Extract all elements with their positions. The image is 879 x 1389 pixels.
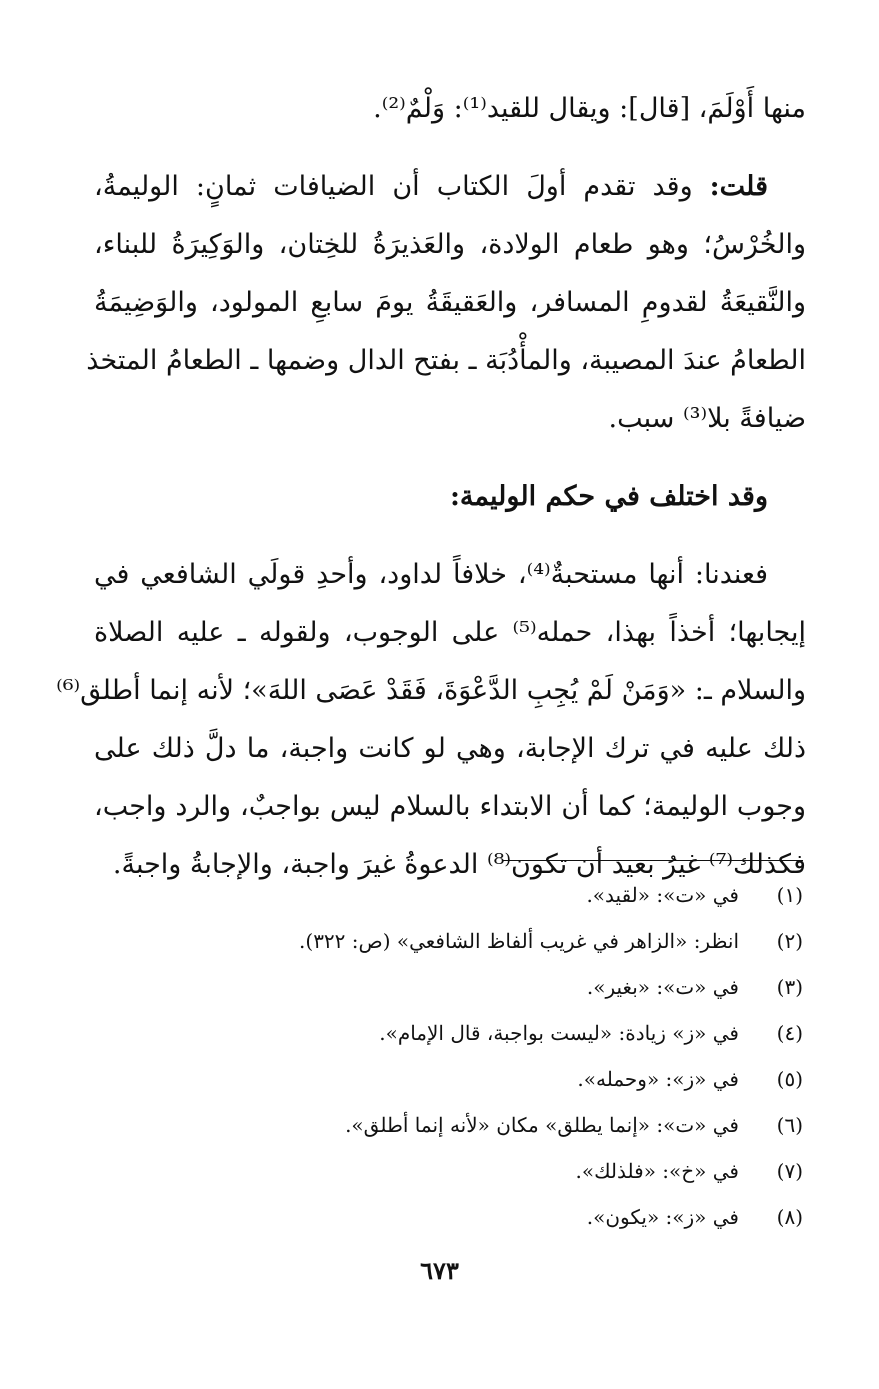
footnote-7 xyxy=(163,1148,803,1194)
paragraph-2-line-1 xyxy=(94,158,806,216)
footnote-text: في «ت»: «لقيد». xyxy=(586,883,739,907)
main-text xyxy=(56,80,806,894)
footnote-8 xyxy=(163,1194,803,1240)
paragraph-2-line-4: الطعامُ عندَ المصيبة، والمأْدُبَة ـ بفتح الدال وضمها ـ الطعامُ المتخذ xyxy=(86,345,806,376)
footnote-2 xyxy=(163,918,803,964)
footnote-separator xyxy=(503,860,803,861)
footnote-text: في «ت»: «بغير». xyxy=(586,975,739,999)
footnote-number: (٤) xyxy=(776,1021,803,1045)
footnote-5 xyxy=(163,1056,803,1102)
paragraph-2-line-3: والنَّقيعَةُ لقدومِ المسافر، والعَقيقَةُ يومَ سابعِ المولود، والوَضِيمَةُ xyxy=(94,287,806,318)
paragraph-3-line-3: والسلام ـ: «وَمَنْ لَمْ يُجِبِ الدَّعْوَةَ، فَقَدْ عَصَى اللهَ»؛ لأنه إنما أطلق⁽⁶⁾ xyxy=(56,675,806,706)
footnote-number: (٨) xyxy=(776,1205,803,1229)
paragraph-3-line-6: فكذلك⁽⁷⁾ غيرُ بعيد أن تكون⁽⁸⁾ الدعوةُ غيرَ واجبة، والإجابةُ واجبةً. xyxy=(112,849,806,880)
footnote-6 xyxy=(163,1102,803,1148)
footnote-number: (٥) xyxy=(776,1067,803,1091)
footnote-number: (٢) xyxy=(776,929,803,953)
page-number: ٦٧٣ xyxy=(420,1256,459,1285)
footnote-1 xyxy=(163,872,803,918)
paragraph-2-line-1-text: وقد تقدم أولَ الكتاب أن الضيافات ثمانٍ: الوليمةُ، xyxy=(94,171,710,202)
paragraph-2-lead: قلت: xyxy=(709,171,768,202)
footnote-text: في «ز» زيادة: «ليست بواجبة، قال الإمام». xyxy=(379,1021,739,1045)
paragraph-3-line-2: إيجابها؛ أخذاً بهذا، حمله⁽⁵⁾ على الوجوب، ولقوله ـ عليه الصلاة xyxy=(94,617,806,648)
paragraph-2-line-2: والخُرْسُ؛ وهو طعام الولادة، والعَذيرَةُ للخِتان، والوَكِيرَةُ للبناء، xyxy=(94,229,806,260)
footnote-number: (٦) xyxy=(776,1113,803,1137)
paragraph-3-line-4: ذلك عليه في ترك الإجابة، وهي لو كانت واجبة، ما دلَّ ذلك على xyxy=(94,733,806,764)
footnote-text: في «ت»: «إنما يطلق» مكان «لأنه إنما أطلق». xyxy=(345,1113,739,1137)
paragraph-spacer xyxy=(94,138,806,158)
footnote-text: في «ز»: «وحمله». xyxy=(577,1067,739,1091)
footnote-4 xyxy=(163,1010,803,1056)
footnote-number: (٣) xyxy=(776,975,803,999)
footnote-text: انظر: «الزاهر في غريب ألفاظ الشافعي» (ص: ٣٢٢). xyxy=(299,929,739,953)
paragraph-3-line-5: وجوب الوليمة؛ كما أن الابتداء بالسلام ليس بواجبٌ، والرد واجب، xyxy=(94,791,806,822)
footnote-text: في «ز»: «يكون». xyxy=(586,1205,739,1229)
paragraph-2-line-5: ضيافةً بلا⁽³⁾ سبب. xyxy=(608,403,806,434)
paragraph-3-line-1: فعندنا: أنها مستحبةٌ⁽⁴⁾، خلافاً لداود، وأحدِ قولَي الشافعي في xyxy=(94,559,768,590)
footnote-number: (٧) xyxy=(776,1159,803,1183)
footnote-number: (١) xyxy=(776,883,803,907)
paragraph-1-line-1: منها أَوْلَمَ، [قال]: ويقال للقيد⁽¹⁾: وَلْمٌ⁽²⁾. xyxy=(373,93,806,124)
footnotes xyxy=(163,872,803,1240)
section-heading: وقد اختلف في حكم الوليمة: xyxy=(449,481,768,512)
footnote-3 xyxy=(163,964,803,1010)
footnote-text: في «خ»: «فلذلك». xyxy=(575,1159,739,1183)
